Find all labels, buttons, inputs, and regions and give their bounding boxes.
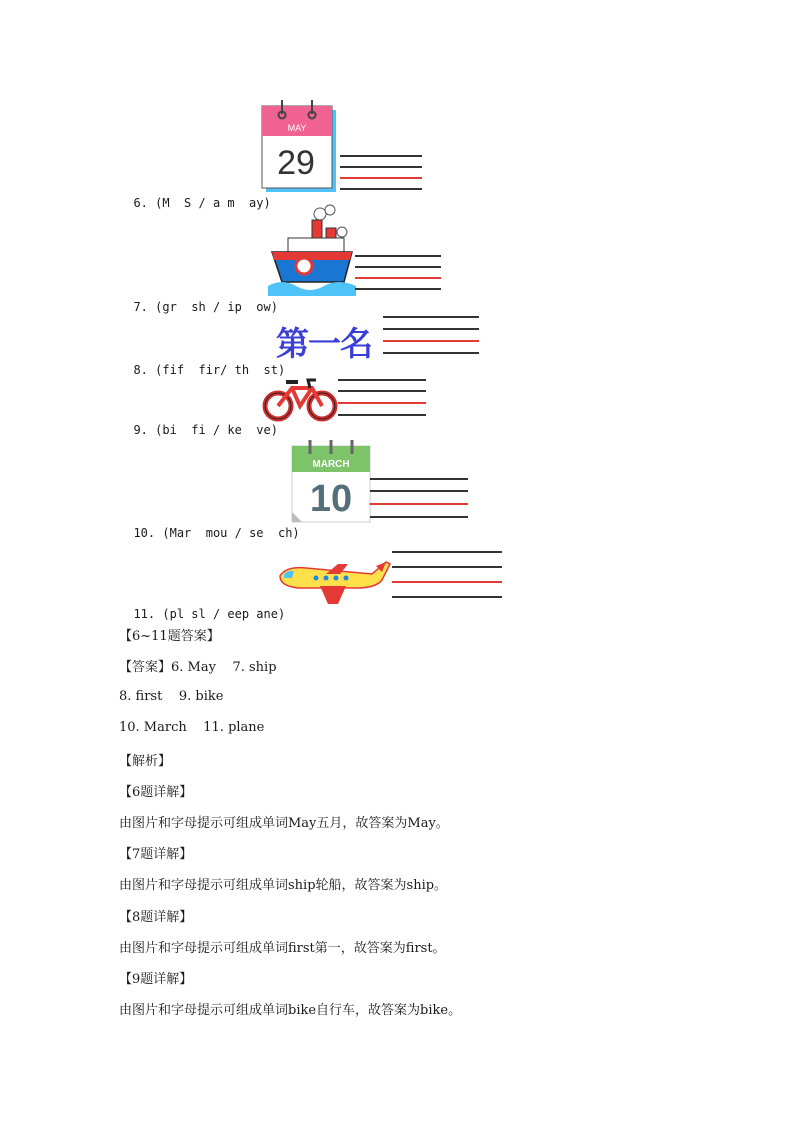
airplane-icon xyxy=(276,558,392,608)
question-number: 11. xyxy=(133,607,156,621)
calendar-month: MAY xyxy=(287,123,307,133)
calendar-day: 10 xyxy=(309,478,353,520)
letter-hint: (Mar mou / se ch) xyxy=(162,526,300,540)
question-9 xyxy=(119,409,278,437)
writing-lines xyxy=(383,316,479,358)
writing-lines xyxy=(338,379,426,419)
ship-icon xyxy=(268,204,356,296)
analysis-6-text: 由图片和字母提示可组成单词May五月，故答案为May。 xyxy=(119,816,449,831)
calendar-march-10-icon xyxy=(290,438,372,524)
letter-hint: (M S / a m ay) xyxy=(155,196,271,210)
question-number: 9. xyxy=(133,423,148,437)
writing-lines xyxy=(340,155,422,195)
question-number: 7. xyxy=(133,300,148,314)
writing-lines xyxy=(355,255,441,295)
analysis-6-title: 【6题详解】 xyxy=(119,785,193,800)
question-number: 10. xyxy=(133,526,156,540)
answer-line-2: 8. first 9. bike xyxy=(119,689,224,704)
letter-hint: (bi fi / ke ve) xyxy=(155,423,278,437)
question-11 xyxy=(119,593,285,621)
question-7 xyxy=(119,286,278,314)
calendar-day: 29 xyxy=(277,144,315,182)
letter-hint: (fif fir/ th st) xyxy=(155,363,286,377)
question-number: 6. xyxy=(133,196,148,210)
calendar-month: MARCH xyxy=(312,459,350,470)
answer-heading: 【6~11题答案】 xyxy=(119,629,220,644)
analysis-7-text: 由图片和字母提示可组成单词ship轮船，故答案为ship。 xyxy=(119,878,448,893)
letter-hint: (pl sl / eep ane) xyxy=(162,607,286,621)
analysis-7-title: 【7题详解】 xyxy=(119,847,193,862)
writing-lines xyxy=(370,478,468,520)
analysis-heading: 【解析】 xyxy=(119,754,172,769)
answer-line-1: 【答案】6. May 7. ship xyxy=(119,660,277,675)
question-10 xyxy=(119,512,300,540)
question-8 xyxy=(119,349,285,377)
first-place-text-image: 第一名 xyxy=(276,324,372,363)
answer-line-3: 10. March 11. plane xyxy=(119,720,265,735)
writing-lines xyxy=(392,551,502,601)
letter-hint: (gr sh / ip ow) xyxy=(155,300,278,314)
bicycle-icon xyxy=(262,376,338,422)
question-6 xyxy=(119,182,271,210)
analysis-8-text: 由图片和字母提示可组成单词first第一，故答案为first。 xyxy=(119,941,446,956)
analysis-9-title: 【9题详解】 xyxy=(119,972,193,987)
question-number: 8. xyxy=(133,363,148,377)
analysis-8-title: 【8题详解】 xyxy=(119,910,193,925)
calendar-may-29-icon xyxy=(260,100,336,192)
analysis-9-text: 由图片和字母提示可组成单词bike自行车，故答案为bike。 xyxy=(119,1003,462,1018)
